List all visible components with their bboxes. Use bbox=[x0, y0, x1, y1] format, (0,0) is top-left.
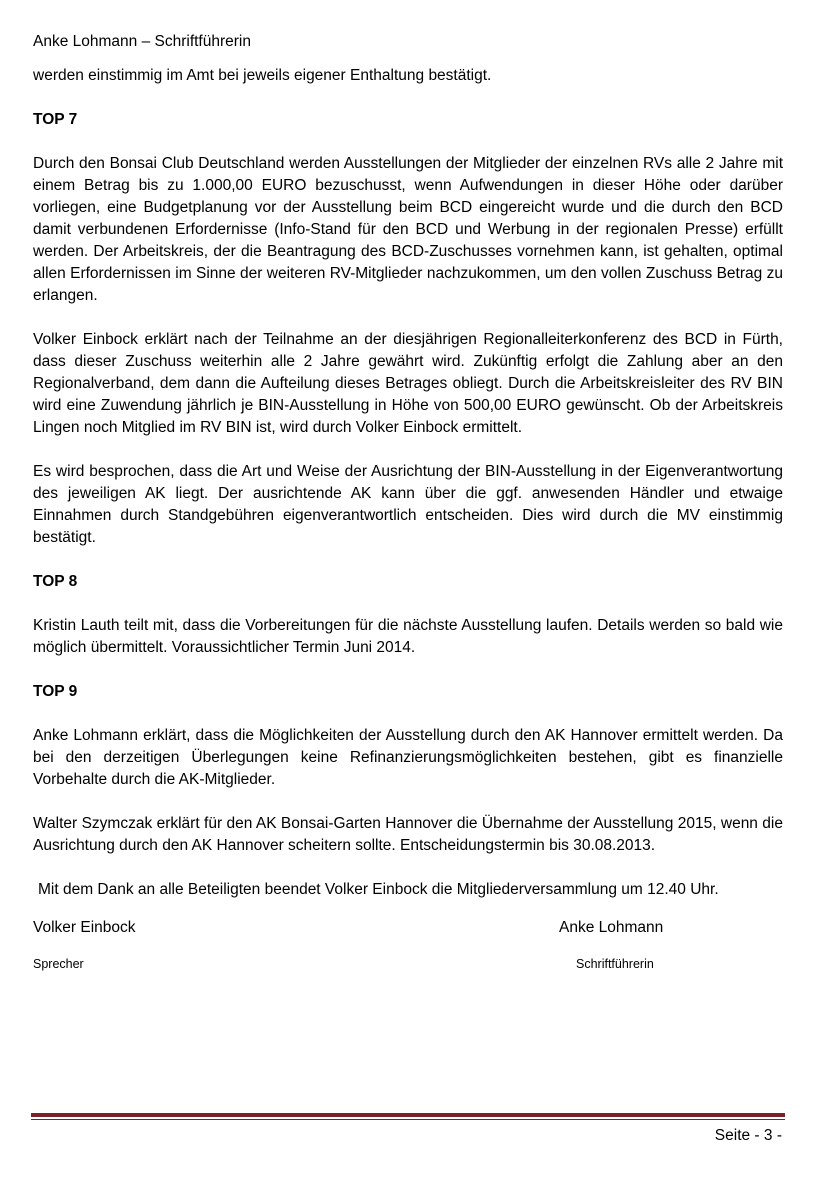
signature-left-name: Volker Einbock bbox=[33, 919, 136, 936]
intro-line: werden einstimmig im Amt bei jeweils eigener Enthaltung bestätigt. bbox=[33, 67, 492, 84]
top9-heading: TOP 9 bbox=[33, 683, 78, 700]
signature-block bbox=[33, 919, 783, 979]
footer-rule-thick bbox=[31, 1113, 785, 1117]
header-line: Anke Lohmann – Schriftführerin bbox=[33, 33, 251, 50]
top7-paragraph-3: Es wird besprochen, dass die Art und Weise der Ausrichtung der BIN-Ausstellung in der Eigenverantwortung des jeweiligen AK liegt. Der ausrichtende AK kann über die ggf. anwesenden Händler und etwaige Einnahmen durch Standgebühren eigenverantwortlich entscheiden. Dies wird durch die MV einstimmig bestätigt. bbox=[33, 463, 783, 546]
signature-right-role: Schriftführerin bbox=[576, 957, 654, 971]
footer-rule-thin bbox=[31, 1119, 785, 1120]
top7-paragraph-1: Durch den Bonsai Club Deutschland werden Ausstellungen der Mitglieder der einzelnen RVs alle 2 Jahre mit einem Betrag bis zu 1.000,00 EURO bezuschusst, wenn Aufwendungen in dieser Höhe oder darüber vorliegen, eine Budgetplanung vor der Ausstellung beim BCD eingereicht wurde und die durch den BCD damit verbundenen Erfordernisse (Info-Stand für den BCD und Werbung in der regionalen Presse) erfüllt werden. Der Arbeitskreis, der die Beantragung des BCD-Zuschusses vornehmen kann, ist gehalten, optimal allen Erfordernissen im Sinne der weiteren RV-Mitglieder nachzukommen, um den vollen Zuschuss Betrag zu erlangen. bbox=[33, 155, 783, 304]
top9-paragraph-1: Anke Lohmann erklärt, dass die Möglichkeiten der Ausstellung durch den AK Hannover ermittelt werden. Da bei den derzeitigen Überlegungen keine Refinanzierungsmöglichkeiten bestehen, gibt es finanzielle Vorbehalte durch die AK-Mitglieder. bbox=[33, 727, 783, 788]
signature-right-name: Anke Lohmann bbox=[559, 919, 664, 936]
top9-paragraph-2: Walter Szymczak erklärt für den AK Bonsai-Garten Hannover die Übernahme der Ausstellung 2015, wenn die Ausrichtung durch den AK Hannover scheitern sollte. Entscheidungstermin bis 30.08.2013. bbox=[33, 815, 783, 854]
page-number: Seite - 3 - bbox=[714, 1127, 782, 1144]
top7-heading: TOP 7 bbox=[33, 111, 78, 128]
closing-sentence: Mit dem Dank an alle Beteiligten beendet Volker Einbock die Mitgliederversammlung um 12.40 Uhr. bbox=[38, 881, 719, 898]
top7-paragraph-2: Volker Einbock erklärt nach der Teilnahme an der diesjährigen Regionalleiterkonferenz des BCD in Fürth, dass dieser Zuschuss weiterhin alle 2 Jahre gewährt wird. Zukünftig erfolgt die Zahlung aber an den Regionalverband, dem dann die Aufteilung dieses Betrages obliegt. Durch die Arbeitskreisleiter des RV BIN wird eine Zuwendung jährlich je BIN-Ausstellung in Höhe von 500,00 EURO gewünscht. Ob der Arbeitskreis Lingen noch Mitglied im RV BIN ist, wird durch Volker Einbock ermittelt. bbox=[33, 331, 783, 436]
document-body bbox=[33, 31, 783, 901]
signature-left-role: Sprecher bbox=[33, 957, 84, 971]
top8-paragraph-1: Kristin Lauth teilt mit, dass die Vorbereitungen für die nächste Ausstellung laufen. Details werden so bald wie möglich übermittelt. Voraussichtlicher Termin Juni 2014. bbox=[33, 617, 783, 656]
top8-heading: TOP 8 bbox=[33, 573, 78, 590]
